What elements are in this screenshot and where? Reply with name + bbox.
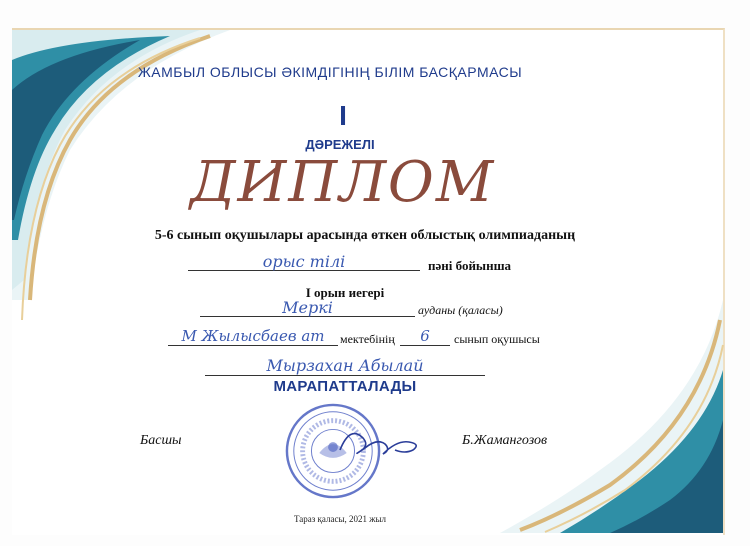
- subject-suffix: пәні бойынша: [428, 258, 512, 273]
- degree-label: ДӘРЕЖЕЛІ: [305, 137, 375, 152]
- district-handwritten: Меркі: [282, 298, 333, 317]
- grade-suffix: сынып оқушысы: [454, 332, 540, 346]
- subject-handwritten: орыс тілі: [262, 252, 346, 271]
- school-suffix: мектебінің: [340, 332, 395, 346]
- school-handwritten: М Жылысбаев ат: [181, 327, 325, 345]
- place-line: I орын иегері: [305, 285, 385, 300]
- student-handwritten: Мырзахан Абылай: [266, 356, 424, 375]
- district-suffix: ауданы (қаласы): [418, 303, 503, 317]
- diploma-title: ДИПЛОМ: [190, 150, 496, 215]
- degree-numeral: I: [339, 100, 347, 131]
- olympiad-line: 5-6 сынып оқушылары арасында өткен облыстық олимпиаданың: [154, 228, 576, 243]
- handwritten-signature: [335, 420, 425, 465]
- issuing-authority: ЖАМБЫЛ ОБЛЫСЫ ӘКІМДІГІНІҢ БІЛІМ БАСҚАРМАСЫ: [137, 64, 523, 80]
- awarded-label: МАРАПАТТАЛАДЫ: [273, 378, 417, 395]
- student-underline: [205, 375, 485, 376]
- signatory-name: Б.Жамангозов: [462, 433, 548, 448]
- grade-underline: [400, 345, 450, 346]
- signature-role: Басшы: [140, 433, 182, 448]
- grade-handwritten: 6: [420, 327, 430, 345]
- school-underline: [168, 345, 338, 346]
- issue-place-year: Тараз қаласы, 2021 жыл: [293, 514, 387, 524]
